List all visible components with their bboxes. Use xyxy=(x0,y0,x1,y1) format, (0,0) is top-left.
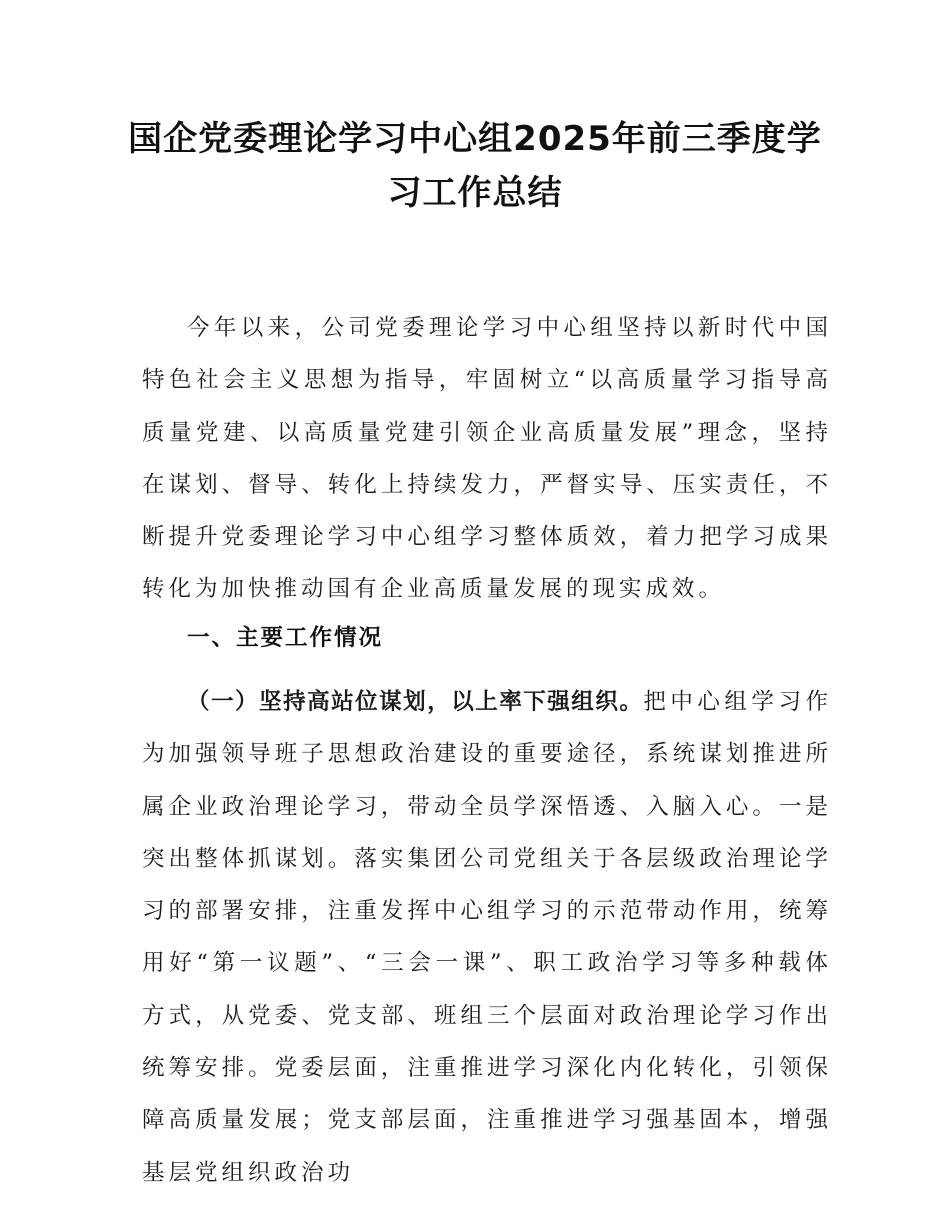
intro-paragraph: 今年以来，公司党委理论学习中心组坚持以新时代中国特色社会主义思想为指导，牢固树立“以高质量学习指导高质量党建、以高质量党建引领企业高质量发展”理念，坚持在谋划、督导、转化上持续发力，严督实导、压实责任，不断提升党委理论学习中心组学习整体质效，着力把学习成果转化为加快推动国有企业高质量发展的现实成效。 xyxy=(142,315,832,603)
subsection-lead: （一）坚持高站位谋划，以上率下强组织。 xyxy=(187,689,644,715)
document-title-line-1: 国企党委理论学习中心组2025年前三季度学 xyxy=(128,119,822,159)
section-heading-main-work: 一、主要工作情况 xyxy=(187,625,384,651)
document-title-line-2: 习工作总结 xyxy=(387,173,563,213)
document-title xyxy=(80,112,870,220)
subsection-body: 把中心组学习作为加强领导班子思想政治建设的重要途径，系统谋划推进所属企业政治理论学习，带动全员学深悟透、入脑入心。一是突出整体抓谋划。落实集团公司党组关于各层级政治理论学习的部署安排，注重发挥中心组学习的示范带动作用，统筹用好“第一议题”、“三会一课”、职工政治学习等多种载体方式，从党委、党支部、班组三个层面对政治理论学习作出统筹安排。党委层面，注重推进学习深化内化转化，引领保障高质量发展；党支部层面，注重推进学习强基固本，增强基层党组织政治功 xyxy=(142,689,832,1186)
subsection-paragraph-1 xyxy=(142,676,832,1199)
